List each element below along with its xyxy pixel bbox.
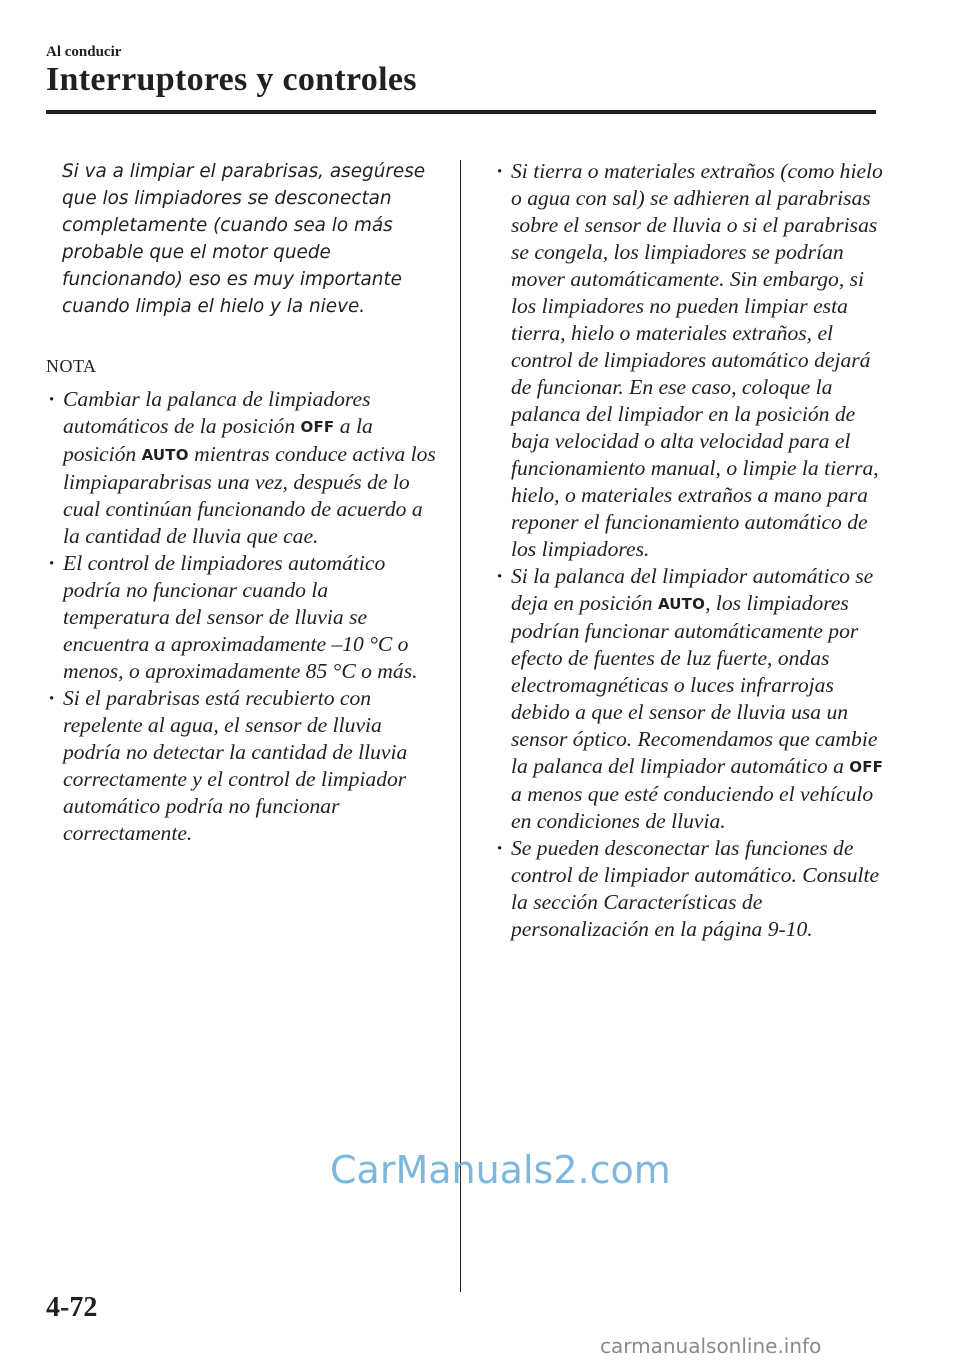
note-item (46, 685, 438, 847)
note-text: Si tierra o materiales extraños (como hielo o agua con sal) se adhieren al parabrisas sobre el sensor de lluvia o si el parabrisas se congela, los limpiadores se podrían mover automáticamente. Sin embargo, si los limpiadores no pueden limpiar esta tierra, hielo o materiales extraños, el control de limpiadores automático dejará de funcionar. En ese caso, coloque la palanca del limpiador en la posición de baja velocidad o alta velocidad para el funcionamiento manual, o limpie la tierra, hielo, o materiales extraños a mano para reponer el funcionamiento automático de los limpiadores. (511, 159, 883, 561)
note-text: Si la palanca del limpiador automático se deja en posición (511, 564, 874, 615)
column-divider (460, 160, 461, 1292)
page-number: 4-72 (46, 1292, 98, 1323)
note-list-left (46, 386, 438, 847)
off-position-label: OFF (300, 418, 335, 436)
note-item (46, 550, 438, 685)
note-text: Cambiar la palanca de limpiadores automáticos de la posición (63, 387, 371, 438)
note-text: Se pueden desconectar las funciones de control de limpiador automático. Consulte la sección Características de personalización en la página 9-10. (511, 836, 880, 941)
auto-position-label: AUTO (657, 595, 706, 613)
note-item (494, 835, 894, 943)
auto-position-label: AUTO (141, 446, 189, 464)
note-text: mientras conduce activa los limpiaparabrisas una vez, después de lo cual continúan funcionando de acuerdo a la cantidad de lluvia que cae. (63, 442, 436, 548)
section-label: Al conducir (46, 44, 122, 60)
note-text: Si el parabrisas está recubierto con repelente al agua, el sensor de lluvia podría no detectar la cantidad de lluvia correctamente y el control de limpiador automático podría no funcionar correctamente. (63, 686, 408, 845)
note-item (46, 386, 438, 550)
watermark: CarManuals2.com (330, 1148, 671, 1192)
chapter-title: Interruptores y controles (46, 61, 417, 98)
left-column (46, 158, 438, 847)
note-text: a menos que esté conduciendo el vehículo en condiciones de lluvia. (511, 782, 874, 833)
warning-text: Si va a limpiar el parabrisas, asegúrese que los limpiadores se desconectan completamente (cuando sea lo más probable que el motor quede funcionando) eso es muy importante cuando limpia el hielo y la nieve. (62, 161, 426, 317)
note-text: El control de limpiadores automático podría no funcionar cuando la temperatura del sensor de lluvia se encuentra a aproximadamente –10 °C o menos, o aproximadamente 85 °C o más. (63, 551, 418, 683)
header-rule (46, 110, 876, 114)
note-item (494, 158, 894, 563)
note-text: , los limpiadores podrían funcionar automáticamente por efecto de fuentes de luz fuerte, ondas electromagnéticas o luces infrarrojas debido a que el sensor de lluvia usa un sensor óptico. Recomendamos que cambie la palanca del limpiador automático a (511, 591, 878, 778)
note-list-right (494, 158, 894, 943)
footer-site: carmanualsonline.info (600, 1334, 822, 1358)
note-text: a la posición (63, 414, 373, 466)
note-item (494, 563, 894, 835)
right-column (494, 158, 894, 943)
off-position-label: OFF (849, 758, 884, 776)
note-heading: NOTA (46, 356, 97, 376)
